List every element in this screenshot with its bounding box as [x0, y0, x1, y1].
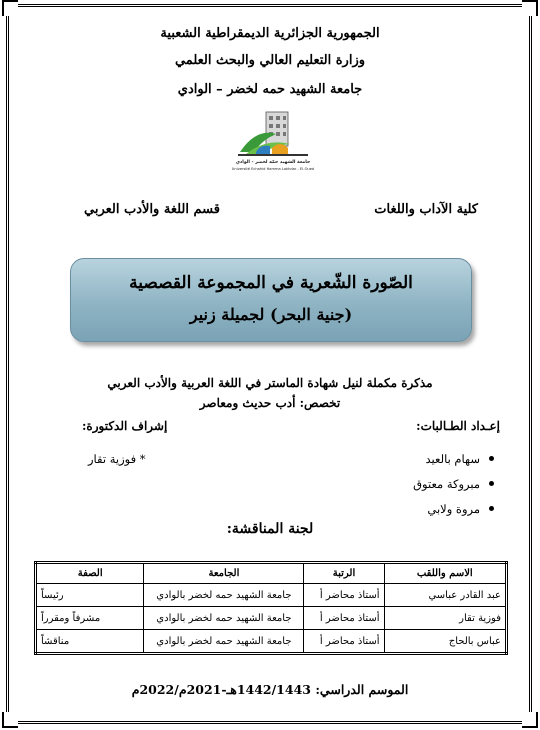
academic-year: الموسم الدراسي: 1442/1443هـ-2021م/2022م — [131, 682, 409, 697]
member-university: جامعة الشهيد حمه لخضر بالوادي — [144, 607, 304, 630]
department-name: قسم اللغة والأدب العربي — [84, 202, 220, 217]
border-corner — [2, 712, 18, 728]
bullet-icon — [489, 481, 494, 486]
member-university: جامعة الشهيد حمه لخضر بالوادي — [144, 630, 304, 654]
university-logo — [231, 106, 315, 176]
column-header: الجامعة — [144, 563, 304, 584]
university-header: جامعة الشهيد حمه لخضر – الوادي — [177, 82, 363, 97]
list-item — [413, 446, 494, 471]
students-list — [413, 446, 494, 521]
member-university: جامعة الشهيد حمه لخضر بالوادي — [144, 584, 304, 607]
table-row — [36, 584, 507, 607]
column-header: الرتبة — [304, 563, 384, 584]
republic-header: الجمهورية الجزائرية الديمقراطية الشعبية — [160, 26, 380, 41]
supervisor-name: * فوزية تقار — [88, 452, 146, 466]
faculty-name: كلية الآداب واللغات — [374, 202, 478, 217]
member-name: عبد القادر عباسي — [384, 584, 506, 607]
list-item — [413, 471, 494, 496]
bullet-icon — [489, 456, 494, 461]
table-row — [36, 607, 507, 630]
member-rank: أستاذ محاضر أ — [304, 630, 384, 654]
student-name: مبروكة معتوق — [413, 476, 480, 491]
supervision-label: إشراف الدكتورة: — [82, 419, 168, 433]
member-rank: أستاذ محاضر أ — [304, 607, 384, 630]
member-role: مشرفاً ومقرراً — [36, 607, 144, 630]
column-header: الصفة — [36, 563, 144, 584]
student-name: سهام بالعيد — [425, 451, 480, 466]
member-name: فوزية تقار — [384, 607, 506, 630]
committee-table — [34, 561, 508, 655]
memo-description: مذكرة مكملة لنيل شهادة الماستر في اللغة العربية والأدب العربي — [107, 376, 433, 390]
table-row — [36, 630, 507, 654]
ministry-header: وزارة التعليم العالي والبحث العلمي — [174, 53, 366, 68]
member-role: رئيساً — [36, 584, 144, 607]
logo-text-fr: Université Echahid Hamma Lakhdar - El-Oued — [231, 167, 315, 171]
member-rank: أستاذ محاضر أ — [304, 584, 384, 607]
member-role: مناقشاً — [36, 630, 144, 654]
table-header-row — [36, 563, 507, 584]
border-corner — [522, 0, 538, 16]
thesis-title-line1: الصّورة الشّعرية في المجموعة القصصية — [129, 273, 413, 293]
column-header: الاسم واللقب — [384, 563, 506, 584]
border-corner — [2, 0, 18, 16]
thesis-title-line2: (جنية البحر) لجميلة زنير — [189, 305, 353, 324]
thesis-title-box — [70, 258, 472, 342]
student-name: مروة ولابي — [427, 501, 480, 516]
bullet-icon — [489, 506, 494, 511]
prepared-by-label: إعـداد الطـالبات: — [416, 419, 500, 433]
committee-title: لجنة المناقشة: — [226, 521, 314, 537]
member-name: عباس بالحاج — [384, 630, 506, 654]
list-item — [413, 496, 494, 521]
specialization: تخصص: أدب حديث ومعاصر — [199, 396, 341, 410]
logo-text-ar: جامعة الشهيد حمّه لخضر - الوادي — [235, 160, 311, 165]
border-corner — [522, 712, 538, 728]
